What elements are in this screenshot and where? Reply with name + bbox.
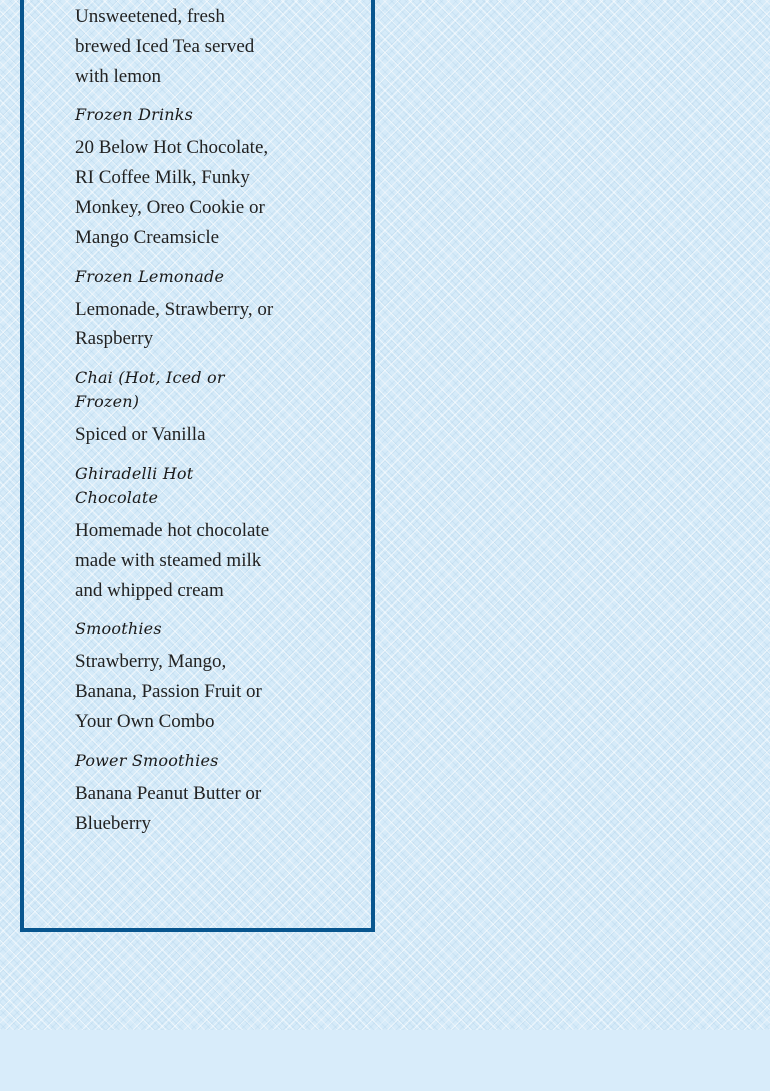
menu-item-frozen-drinks: [75, 103, 275, 252]
menu-item-hot-chocolate: [75, 462, 275, 605]
menu-item-description: Homemade hot chocolate made with steamed milk and whipped cream: [75, 519, 270, 601]
menu-item-title: Ghiradelli Hot Chocolate: [75, 463, 194, 507]
menu-item-description: Unsweetened, fresh brewed Iced Tea served with lemon: [75, 6, 255, 87]
menu-item-title: Power Smoothies: [75, 750, 219, 770]
menu-item-smoothies: [75, 617, 275, 736]
menu-item-title: Frozen Drinks: [75, 105, 194, 125]
menu-item-iced-tea: [75, 2, 275, 91]
menu-item-description: Spiced or Vanilla: [75, 424, 206, 446]
menu-item-chai: [75, 366, 275, 450]
menu-item-description: Banana Peanut Butter or Blueberry: [75, 782, 262, 834]
menu-item-description: 20 Below Hot Chocolate, RI Coffee Milk, Funky Monkey, Oreo Cookie or Mango Creamsicle: [75, 137, 269, 248]
menu-item-title: Smoothies: [75, 619, 162, 639]
menu-item-power-smoothies: [75, 749, 275, 839]
menu-item-description: Lemonade, Strawberry, or Raspberry: [75, 298, 274, 350]
menu-item-frozen-lemonade: [75, 265, 275, 355]
menu-item-title: Frozen Lemonade: [75, 266, 225, 286]
menu-list: [75, 2, 275, 850]
page-footer-band: [0, 1030, 770, 1091]
menu-item-title: Chai (Hot, Iced or Frozen): [75, 368, 225, 412]
menu-item-description: Strawberry, Mango, Banana, Passion Fruit or Your Own Combo: [75, 651, 262, 732]
